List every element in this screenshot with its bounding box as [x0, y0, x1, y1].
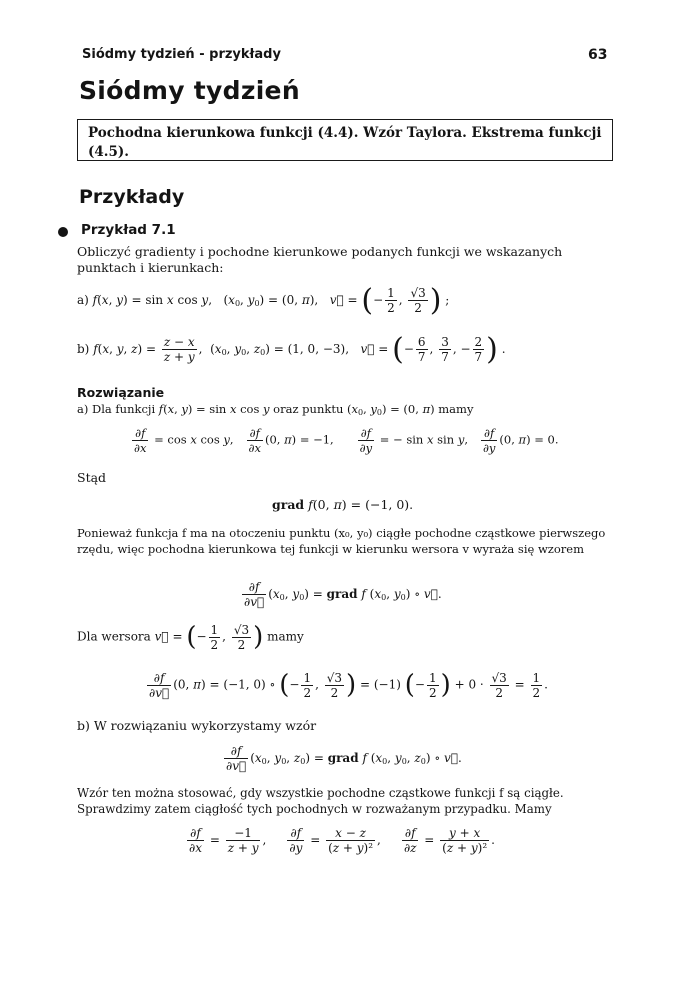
directional-derivative-formula-b: $\frac{\partial f}{\partial v⃗}$ ($x_0$, $y_0$, $z_0$) = grad f ($x_0$, $y_0$, $z_0$) ∘ v⃗. [226, 744, 462, 773]
paragraph-continuous: Ponieważ funkcja f ma na otoczeniu punktu (x₀, y₀) ciągłe pochodne cząstkowe pierwszego rzędu, więc pochodna kierunkowa tej funkcji w kierunku wersora v wyraża się wzorem [77, 526, 606, 556]
page-number: 63 [588, 47, 608, 63]
partial-derivatives-b: $\frac{\partial f}{\partial x}$ = $\frac{-1}{z + y}$ , $\frac{\partial f}{\partial y}$ = $\frac{x - z}{\text{(z + y)²}}$ , $\frac{\partial f}{\partial z}$ = $\frac{y + x}{\text{(z + y)²}}$ . [189, 826, 495, 855]
example-label: Przykład 7.1 [81, 222, 176, 238]
mamy-text: mamy [267, 629, 304, 644]
task-b-formula: b) f(x, y, z) = $\frac{z - x}{z + y}$ , ($x_0$, $y_0$, $z_0) = (1$, 0, −3), v⃗ = (− $\frac{6}{7}$ , $\frac{3}{7}$ , − $\frac{2}{7}$ ) . [77, 332, 506, 367]
example-intro: Obliczyć gradienty i pochodne kierunkowe podanych funkcji we wskazanych punktach i kierunkach: [77, 244, 563, 275]
solution-heading: Rozwiązanie [77, 385, 165, 400]
task-a-formula: a) f(x, y) = sin x cos y, ($x_0$, $y_0) = (0$, π), v⃗ = (− $\frac{1}{2}$ , $\frac{√3}{2}$ ) ; [77, 283, 450, 318]
solution-a-intro-text: a) Dla funkcji [77, 402, 156, 416]
bullet-icon [58, 227, 68, 237]
stad-word: Stąd [77, 470, 107, 485]
partial-derivatives-a: $\frac{\partial f}{\partial x}$ = cos x cos y, $\frac{\partial f}{\partial x}$ (0, π) = −1, $\frac{\partial f}{\partial y}$ = − sin x sin y, $\frac{\partial f}{\partial y}$ (0, π) = 0. [134, 426, 559, 455]
solution-b-intro: b) W rozwiązaniu wykorzystamy wzór [77, 718, 317, 733]
page-title: Siódmy tydzień [79, 76, 300, 105]
directional-derivative-formula-a: $\frac{\partial f}{\partial v⃗}$ ($x_0$, $y_0$) = grad f ($x_0$, $y_0$) ∘ v⃗. [244, 580, 442, 609]
running-header: Siódmy tydzień - przykłady [82, 47, 281, 62]
solution-a-intro: a) Dla funkcji f(x, y) = sin x cos y oraz punktu ($x_0$, $y_0) = (0$, π) mamy [77, 402, 474, 417]
gradient-result-a: grad f(0, π) = (−1, 0). [272, 497, 414, 512]
directional-derivative-result-a: $\frac{\partial f}{\partial v⃗}$ (0, π) = (−1, 0) ∘ (− $\frac{1}{2}$ , $\frac{√3}{2}$ ) = (−1) (− $\frac{1}{2}$ ) + 0 · $\frac{√3}{2}$ = $\frac{1}{2}$ . [149, 670, 548, 700]
versor-line: Dla wersora v⃗ = (− $\frac{1}{2}$ , $\frac{√3}{2}$ ) mamy [77, 622, 304, 652]
solution-a-intro-tail: mamy [438, 402, 474, 416]
topic-box: Pochodna kierunkowa funkcji (4.4). Wzór Taylora. Ekstrema funkcji (4.5). [77, 119, 613, 161]
paragraph-b: Wzór ten można stosować, gdy wszystkie pochodne cząstkowe funkcji f są ciągłe. Sprawdzimy zatem ciągłość tych pochodnych w rozważanym przypadku. Mamy [77, 786, 564, 816]
dla-wersora-text: Dla wersora [77, 629, 151, 644]
section-heading: Przykłady [79, 186, 185, 208]
